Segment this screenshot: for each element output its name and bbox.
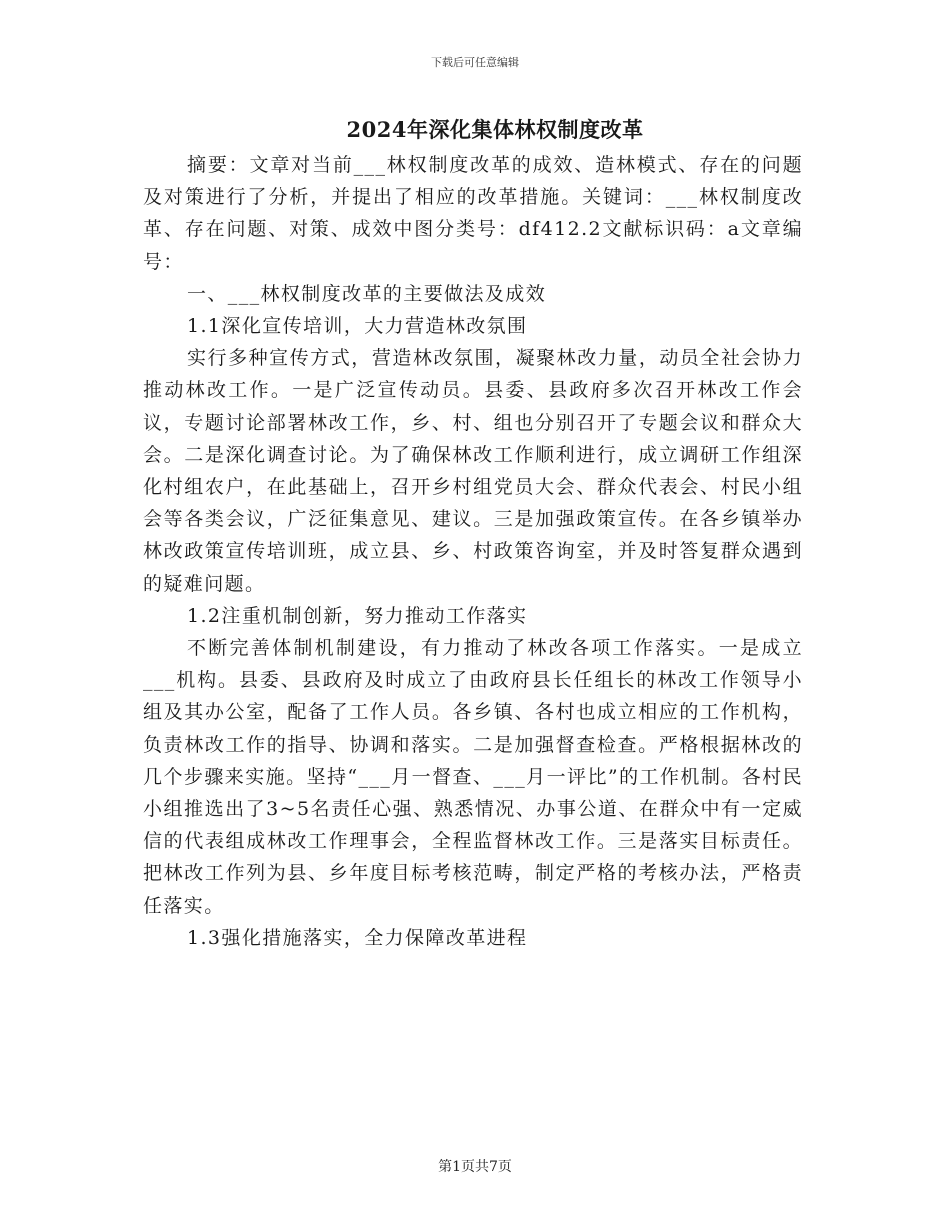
page-footer: 第1页共7页 — [438, 1159, 512, 1175]
subsection-heading: 1.1深化宣传培训，大力营造林改氛围 — [187, 315, 528, 338]
subsection-heading: 1.2注重机制创新，努力推动工作落实 — [187, 604, 528, 627]
body-paragraph: 实行多种宣传方式，营造林改氛围，凝聚林改力量，动员全社会协力推动林改工作。一是广泛宣传动员。县委、县政府多次召开林改工作会议，专题讨论部署林改工作，乡、村、组也分别召开了专题会议和群众大会。二是深化调查讨论。为了确保林改工作顺利进行，成立调研工作组深化村组农户，在此基础上，召开乡村组党员大会、群众代表会、村民小组会等各类会议，广泛征集意见、建议。三是加强政策宣传。在各乡镇举办林改政策宣传培训班，成立县、乡、村政策咨询室，并及时答复群众遇到的疑难问题。 — [143, 347, 803, 595]
body-paragraph: 不断完善体制机制建设，有力推动了林改各项工作落实。一是成立___机构。县委、县政府及时成立了由政府县长任组长的林改工作领导小组及其办公室，配备了工作人员。各乡镇、各村也成立相应的工作机构，负责林改工作的指导、协调和落实。二是加强督查检查。严格根据林改的几个步骤来实施。坚持“___月一督查、___月一评比”的工作机制。各村民小组推选出了3~5名责任心强、熟悉情况、办事公道、在群众中有一定威信的代表组成林改工作理事会，全程监督林改工作。三是落实目标责任。把林改工作列为县、乡年度目标考核范畴，制定严格的考核办法，严格责任落实。 — [143, 637, 803, 917]
section-heading: 一、___林权制度改革的主要做法及成效 — [187, 282, 547, 305]
header-note: 下载后可任意编辑 — [431, 56, 519, 69]
subsection-heading: 1.3强化措施落实，全力保障改革进程 — [187, 926, 528, 949]
document-body — [143, 149, 803, 954]
abstract-paragraph: 摘要：文章对当前___林权制度改革的成效、造林模式、存在的问题及对策进行了分析，并提出了相应的改革措施。关键词：___林权制度改革、存在问题、对策、成效中图分类号：df412.2文献标识码：a文章编号： — [143, 154, 803, 273]
document-title: 2024年深化集体林权制度改革 — [346, 117, 644, 142]
